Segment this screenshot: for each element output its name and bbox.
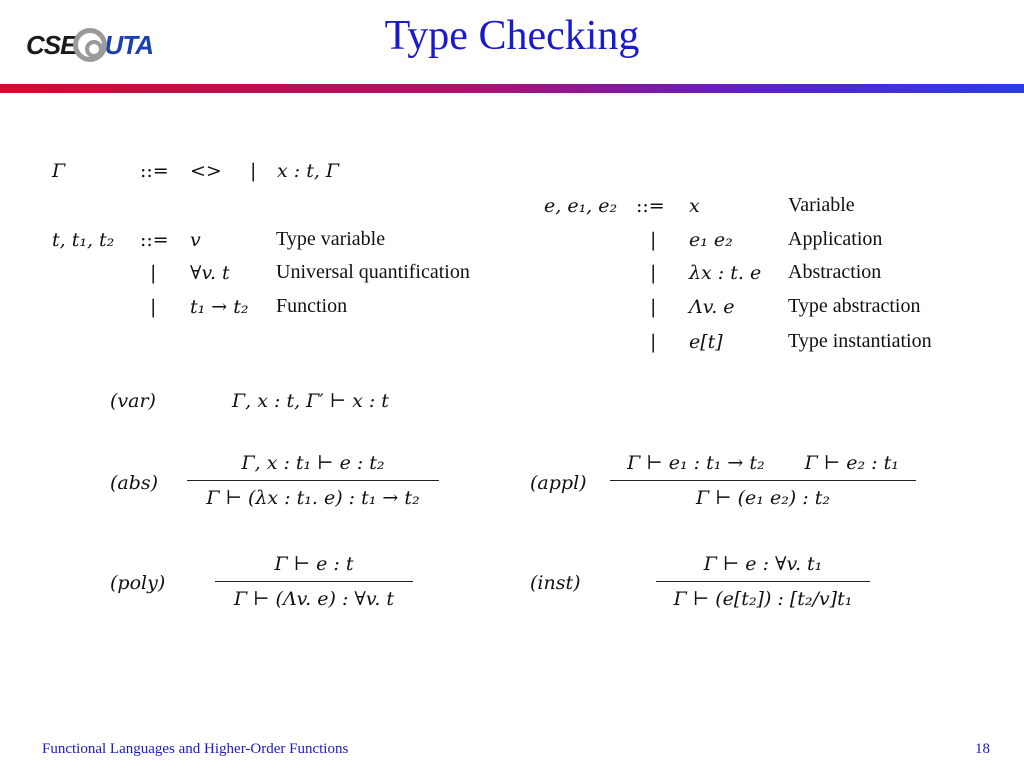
logo-cse-text: CSE — [26, 30, 77, 60]
types-bar-forall: | — [150, 262, 157, 284]
logo-uta-text: UTA — [104, 30, 153, 60]
rule-abs-conclusion: Γ ⊢ (λx : t₁. e) : t₁ → t₂ — [206, 487, 420, 509]
types-form-forall: ∀v. t — [190, 262, 230, 284]
slide-title: Type Checking — [384, 13, 640, 59]
exprs-desc-tabs: Type abstraction — [788, 295, 921, 317]
exprs-lhs: e, e₁, e₂ — [544, 195, 618, 217]
rule-inst-premise: Γ ⊢ e : ∀v. t₁ — [703, 553, 823, 575]
exprs-form-tabs: Λv. e — [689, 296, 735, 318]
page-number: 18 — [975, 741, 990, 757]
exprs-bar-tinst: | — [650, 331, 657, 353]
rule-appl-conclusion: Γ ⊢ (e₁ e₂) : t₂ — [696, 487, 830, 509]
gamma-lhs: Γ — [52, 160, 66, 182]
rule-poly-premise: Γ ⊢ e : t — [274, 553, 354, 575]
types-desc-function: Function — [276, 295, 348, 317]
title-divider — [0, 84, 1024, 93]
rule-appl-name: (appl) — [530, 472, 587, 494]
types-form-var: v — [190, 229, 201, 251]
types-bar-function: | — [150, 296, 157, 318]
rule-poly-fraction — [215, 553, 413, 610]
types-desc-forall: Universal quantification — [276, 261, 470, 283]
exprs-bar-tabs: | — [650, 296, 657, 318]
exprs-desc-app: Application — [788, 228, 883, 250]
rule-var-judgment: Γ, x : t, Γ′ ⊢ x : t — [232, 390, 389, 412]
exprs-desc-tinst: Type instantiation — [788, 330, 932, 352]
rule-poly-conclusion: Γ ⊢ (Λv. e) : ∀v. t — [233, 588, 395, 610]
gamma-alt-empty: <> — [190, 160, 222, 182]
types-def: ::= — [140, 229, 169, 251]
exprs-form-app: e₁ e₂ — [689, 229, 733, 251]
rule-appl-fraction — [610, 452, 916, 509]
rule-appl-premises — [610, 452, 916, 480]
rule-abs-name: (abs) — [110, 472, 159, 494]
types-form-function: t₁ → t₂ — [190, 296, 249, 318]
gamma-bar: | — [250, 160, 257, 182]
exprs-desc-var: Variable — [788, 194, 855, 216]
footer-title: Functional Languages and Higher-Order Functions — [42, 741, 349, 757]
exprs-desc-abs: Abstraction — [788, 261, 882, 283]
rule-appl-premise-2: Γ ⊢ e₂ : t₁ — [804, 452, 899, 474]
rule-appl-premise-1: Γ ⊢ e₁ : t₁ → t₂ — [627, 452, 765, 474]
types-lhs: t, t₁, t₂ — [52, 229, 115, 251]
exprs-def: ::= — [636, 195, 665, 217]
gamma-def: ::= — [140, 160, 169, 182]
exprs-form-tinst: e[t] — [689, 331, 723, 353]
rule-inst-fraction — [656, 553, 870, 610]
exprs-form-abs: λx : t. e — [689, 262, 762, 284]
gamma-alt-cons: x : t, Γ — [277, 160, 340, 182]
exprs-form-var: x — [689, 195, 700, 217]
rule-poly-name: (poly) — [110, 572, 166, 594]
types-desc-var: Type variable — [276, 228, 386, 250]
rule-inst-name: (inst) — [530, 572, 581, 594]
rule-var-name: (var) — [110, 390, 156, 412]
exprs-bar-abs: | — [650, 262, 657, 284]
exprs-bar-app: | — [650, 229, 657, 251]
rule-abs-premise: Γ, x : t₁ ⊢ e : t₂ — [241, 452, 385, 474]
rule-inst-conclusion: Γ ⊢ (e[t₂]) : [t₂/v]t₁ — [673, 588, 853, 610]
rule-abs-fraction — [187, 452, 439, 509]
